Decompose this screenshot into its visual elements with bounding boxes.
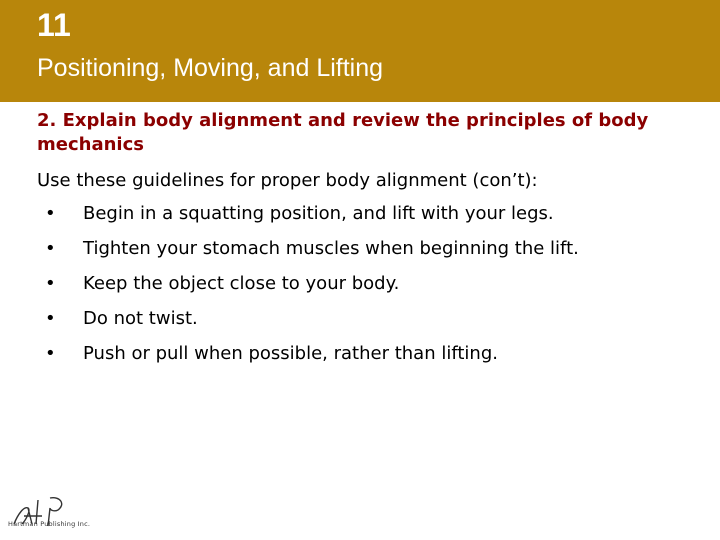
bullet-list [37,201,697,376]
bullet-marker: • [45,203,56,224]
bullet-text: Tighten your stomach muscles when beginning the lift. [83,238,579,259]
bullet-text: Push or pull when possible, rather than lifting. [83,343,498,364]
bullet-item [37,236,697,261]
bullet-text: Begin in a squatting position, and lift with your legs. [83,203,554,224]
bullet-item [37,341,697,366]
bullet-item [37,201,697,226]
chapter-title: Positioning, Moving, and Lifting [37,54,384,82]
intro-text: Use these guidelines for proper body alignment (con’t): [37,170,538,191]
bullet-marker: • [45,343,56,364]
bullet-text: Keep the object close to your body. [83,273,400,294]
bullet-item [37,271,697,296]
bullet-marker: • [45,273,56,294]
bullet-item [37,306,697,331]
hartman-publishing-logo [10,494,110,534]
chapter-number: 11 [37,7,71,43]
logo-text: Hartman Publishing Inc. [8,520,91,528]
bullet-text: Do not twist. [83,308,198,329]
header-bar [0,0,720,102]
slide-subtitle: 2. Explain body alignment and review the principles of body mechanics [37,110,649,155]
bullet-marker: • [45,308,56,329]
bullet-marker: • [45,238,56,259]
